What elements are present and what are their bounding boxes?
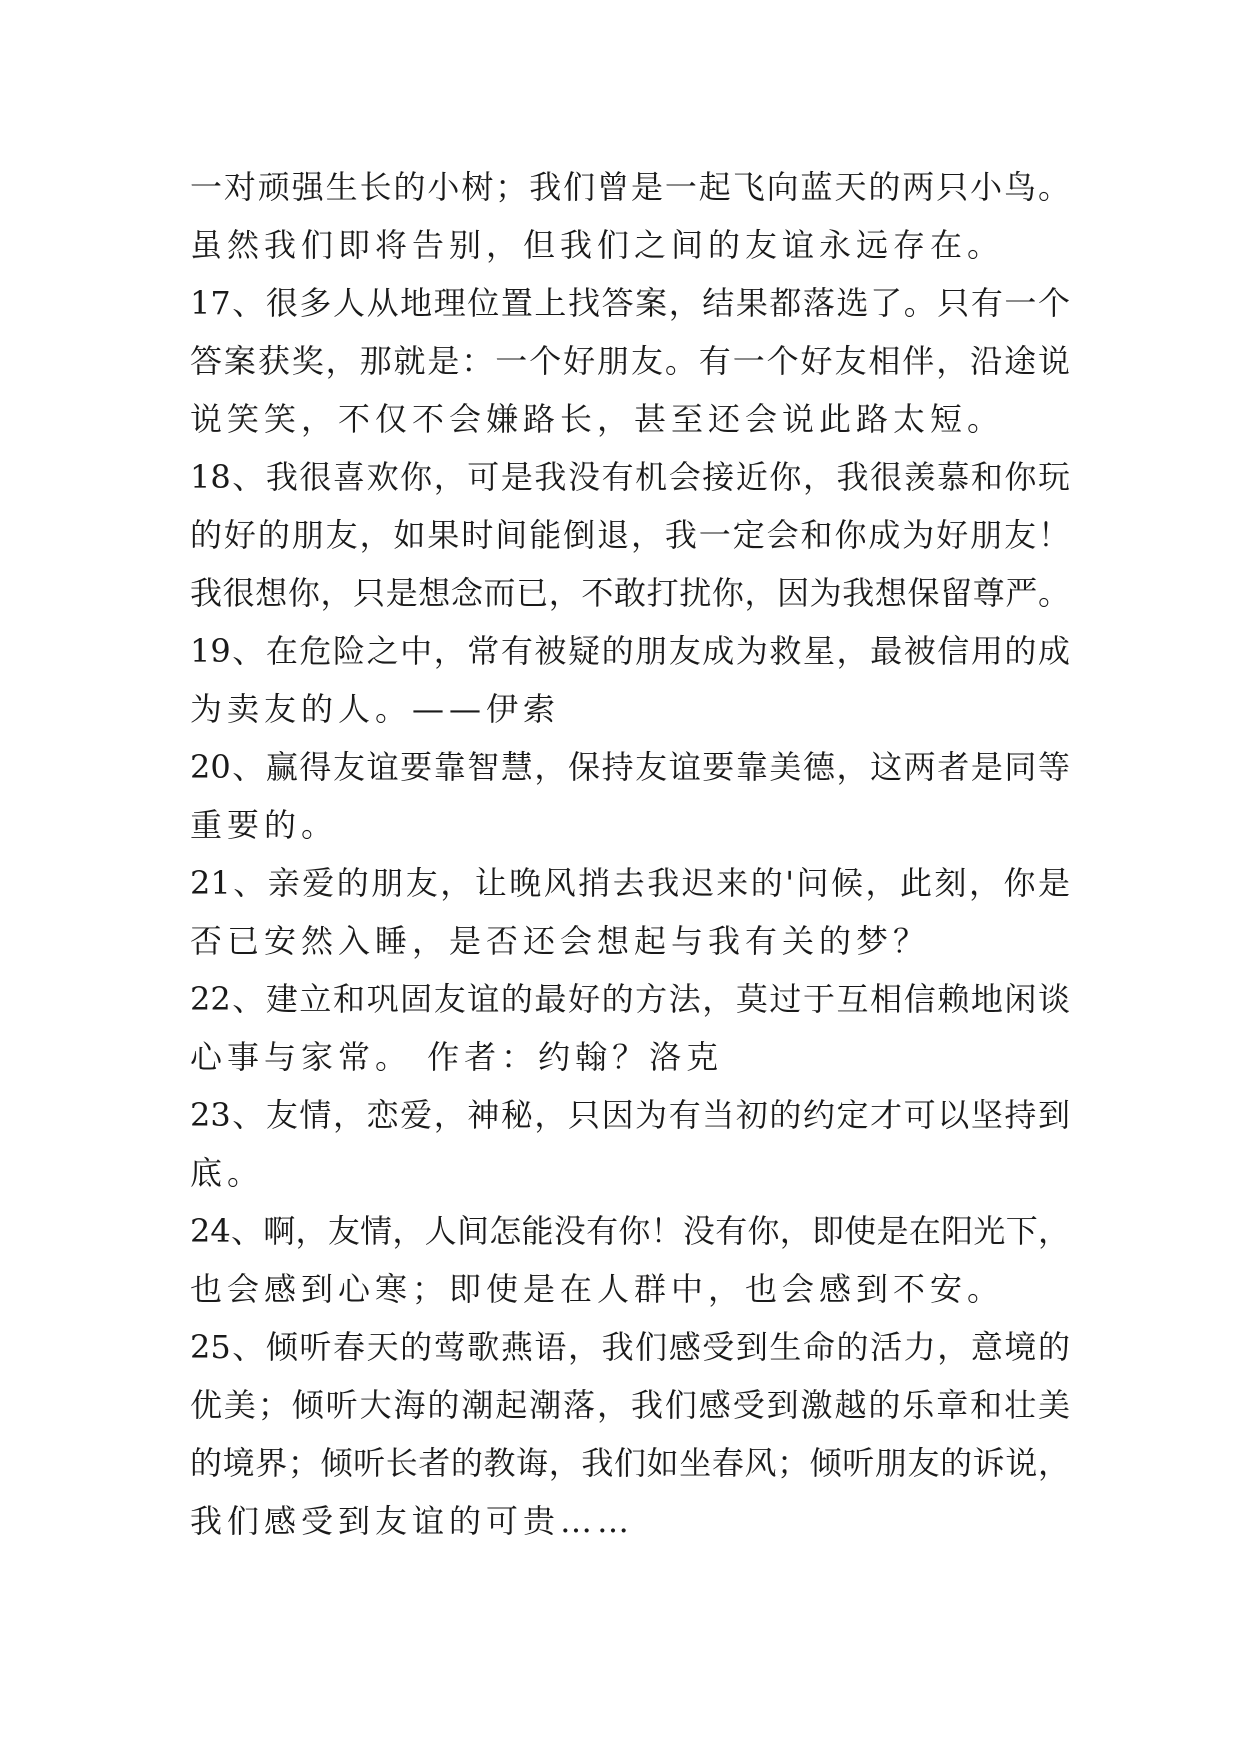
text-line: 一对顽强生长的小树；我们曾是一起飞向蓝天的两只小鸟。	[190, 168, 1070, 206]
text-line: 也会感到心寒；即使是在人群中，也会感到不安。	[190, 1270, 1005, 1308]
text-line: 22、建立和巩固友谊的最好的方法，莫过于互相信赖地闲谈	[190, 980, 1070, 1018]
text-line: 我们感受到友谊的可贵……	[190, 1502, 635, 1540]
text-line: 19、在危险之中，常有被疑的朋友成为救星，最被信用的成	[190, 632, 1070, 670]
text-line: 底。	[190, 1154, 265, 1192]
text-line: 优美；倾听大海的潮起潮落，我们感受到激越的乐章和壮美	[190, 1386, 1070, 1424]
text-line: 答案获奖，那就是：一个好朋友。有一个好友相伴，沿途说	[190, 342, 1070, 380]
text-line: 虽然我们即将告别，但我们之间的友谊永远存在。	[190, 226, 1005, 264]
text-line: 21、亲爱的朋友，让晚风捎去我迟来的'问候，此刻，你是	[190, 864, 1070, 902]
text-line: 否已安然入睡，是否还会想起与我有关的梦？	[190, 922, 931, 960]
text-line: 18、我很喜欢你，可是我没有机会接近你，我很羡慕和你玩	[190, 458, 1070, 496]
text-line: 23、友情，恋爱，神秘，只因为有当初的约定才可以坚持到	[190, 1096, 1070, 1134]
text-line: 17、很多人从地理位置上找答案，结果都落选了。只有一个	[190, 284, 1070, 322]
text-line: 说笑笑，不仅不会嫌路长，甚至还会说此路太短。	[190, 400, 1005, 438]
text-line: 24、啊，友情，人间怎能没有你！没有你，即使是在阳光下，	[190, 1212, 1070, 1250]
document-body	[190, 158, 1070, 1550]
text-line: 20、赢得友谊要靠智慧，保持友谊要靠美德，这两者是同等	[190, 748, 1070, 786]
text-line: 25、倾听春天的莺歌燕语，我们感受到生命的活力，意境的	[190, 1328, 1070, 1366]
text-line: 的境界；倾听长者的教诲，我们如坐春风；倾听朋友的诉说，	[190, 1444, 1070, 1482]
text-line: 我很想你，只是想念而已，不敢打扰你，因为我想保留尊严。	[190, 574, 1070, 612]
text-line: 重要的。	[190, 806, 339, 844]
text-line: 的好的朋友，如果时间能倒退，我一定会和你成为好朋友！	[190, 516, 1070, 554]
text-line: 心事与家常。 作者：约翰？洛克	[190, 1038, 724, 1076]
text-line: 为卖友的人。——伊索	[190, 690, 561, 728]
